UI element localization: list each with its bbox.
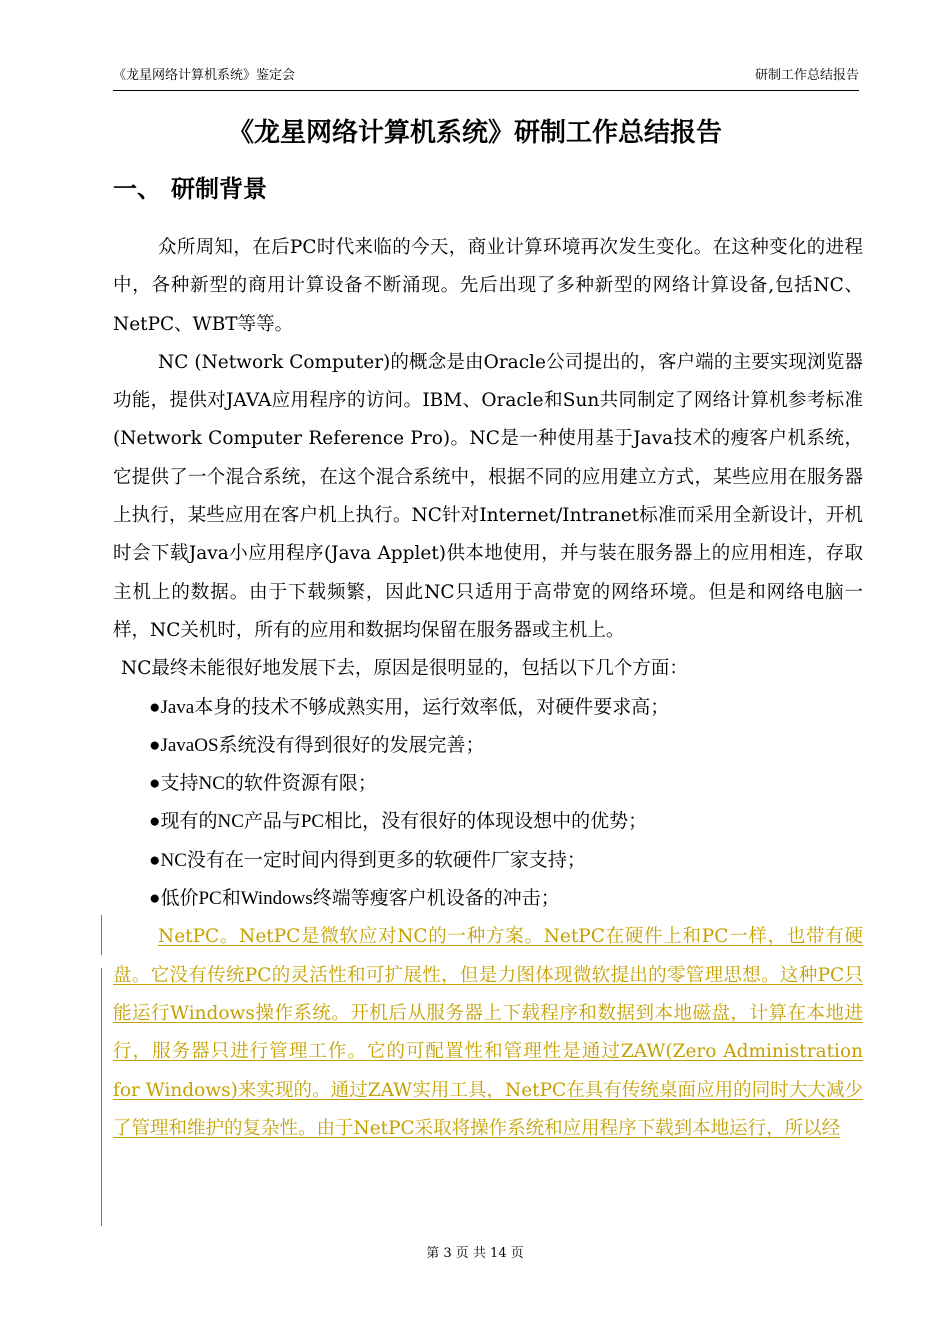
paragraph-netpc-revision: NetPC。NetPC是微软应对NC的一种方案。NetPC在硬件上和PC一样，也带有硬盘。它没有传统PC的灵活性和可扩展性，但是力图体现微软提出的零管理思想。这种PC只能运行Windows操作系统。开机后从服务器上下载程序和数据到本地磁盘，计算在本地进行，服务器只进行管理工作。它的可配置性和管理性是通过ZAW(Zero Administration for Windows)来实现的。通过ZAW实用工具，NetPC在具有传统桌面应用的同时大大减少了管理和维护的复杂性。由于NetPC采取将操作系统和应用程序下载到本地运行，所以经: [113, 926, 863, 1139]
list-item: ●现有的NC产品与PC相比，没有很好的体现设想中的优势；: [149, 811, 648, 833]
page-header: [113, 68, 859, 91]
section-number: 一、: [113, 174, 161, 203]
change-bar: [101, 915, 102, 955]
header-right-text: 研制工作总结报告: [754, 68, 859, 83]
paragraph-nc-reasons: NC最终未能很好地发展下去，原因是很明显的，包括以下几个方面：: [121, 658, 688, 680]
section-title: 研制背景: [171, 174, 267, 203]
list-item: ●支持NC的软件资源有限；: [149, 773, 377, 795]
list-item: ●NC没有在一定时间内得到更多的软硬件厂家支持；: [149, 849, 586, 871]
list-item: ●JavaOS系统没有得到很好的发展完善；: [149, 734, 485, 756]
header-left-text: 《龙星网络计算机系统》鉴定会: [113, 68, 296, 83]
paragraph-intro: 众所周知，在后PC时代来临的今天，商业计算环境再次发生变化。在这种变化的进程中，各种新型的商用计算设备不断涌现。先后出现了多种新型的网络计算设备,包括NC、NetPC、WBT等等。: [113, 237, 863, 335]
list-item: ●Java本身的技术不够成熟实用，运行效率低，对硬件要求高；: [149, 696, 670, 718]
document-title: 《龙星网络计算机系统》研制工作总结报告: [227, 118, 722, 148]
page-footer: 第 3 页 共 14 页: [426, 1246, 524, 1261]
document-body: [113, 229, 863, 1148]
change-bar: [101, 968, 102, 1226]
section-heading: [113, 172, 267, 206]
paragraph-nc: NC (Network Computer)的概念是由Oracle公司提出的，客户端的主要实现浏览器功能，提供对JAVA应用程序的访问。IBM、Oracle和Sun共同制定了网络计算机参考标准(Network Computer Reference Pro)。NC是一种使用基于Java技术的瘦客户机系统，它提供了一个混合系统，在这个混合系统中，根据不同的应用建立方式，某些应用在服务器上执行，某些应用在客户机上执行。NC针对Internet/Intranet标准而采用全新设计，开机时会下载Java小应用程序(Java Applet)供本地使用，并与装在服务器上的应用相连，存取主机上的数据。由于下载频繁，因此NC只适用于高带宽的网络环境。但是和网络电脑一样，NC关机时，所有的应用和数据均保留在服务器或主机上。: [113, 351, 863, 641]
list-item: ●低价PC和Windows终端等瘦客户机设备的冲击；: [149, 888, 560, 910]
